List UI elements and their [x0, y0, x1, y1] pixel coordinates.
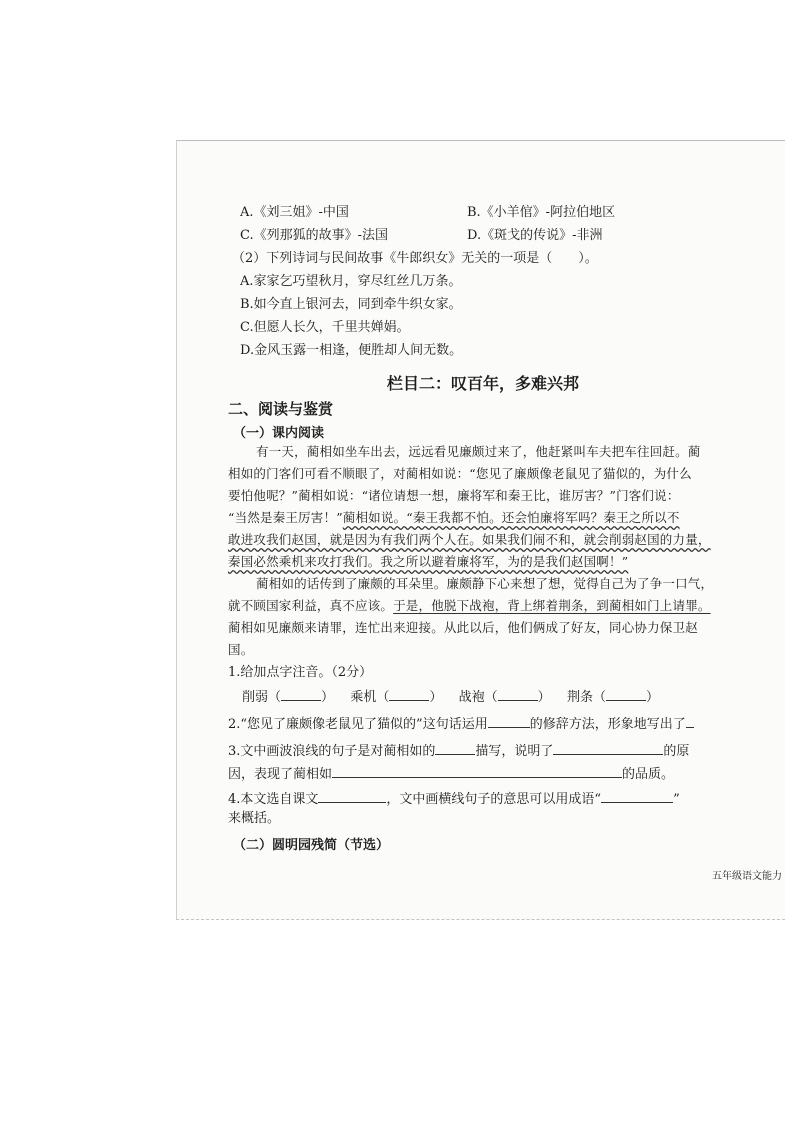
word-jingtiao: 荆条（	[566, 690, 606, 705]
answer-blank-chengji[interactable]	[389, 687, 429, 701]
answer-blank-jingtiao[interactable]	[606, 687, 646, 701]
question-2-reading: 2.“您见了廉颇像老鼠见了猫似的”这句话运用 的修辞方法，形象地写出了	[228, 714, 694, 734]
answer-blank-idiom[interactable]	[601, 789, 673, 803]
answer-blank-xueruo[interactable]	[281, 687, 321, 701]
answer-blank-description-type[interactable]	[435, 741, 475, 755]
question-2-option-b: B.如今直上银河去，同到牵牛织女家。	[240, 297, 462, 312]
passage-line-10: 国。	[228, 642, 254, 657]
answer-blank-reason[interactable]	[553, 741, 663, 755]
column-title: 栏目二：叹百年，多难兴邦	[387, 374, 580, 393]
answer-blank-rhetoric[interactable]	[488, 714, 530, 728]
answer-blank-lesson[interactable]	[318, 789, 386, 803]
passage-line-8	[228, 595, 711, 617]
page-footer: 五年级语文能力	[712, 871, 782, 882]
passage-line-8-start: 就不顾国家利益，真不应该。	[228, 598, 394, 613]
section-title: 二、阅读与鉴赏	[228, 400, 334, 418]
question-4-line-2: 来概括。	[228, 811, 281, 826]
sub-section-2-title: （二）圆明园残简（节选）	[233, 838, 390, 853]
answer-blank-effect[interactable]	[686, 714, 694, 728]
wavy-underlined-sentence-start: 蔺相如说。“秦王我都不怕。还会怕廉将军吗？秦王之所以不	[342, 510, 680, 525]
answer-blank-zhanpao[interactable]	[498, 687, 538, 701]
passage-line-7: 蔺相如的话传到了廉颇的耳朵里。廉颇静下心来想了想，觉得自己为了争一口气，	[256, 576, 714, 591]
straight-underlined-sentence: 于是，他脱下战袍，背上绑着荆条，到蔺相如门上请罪。	[393, 598, 711, 613]
option-d: D.《斑戈的传说》-非洲	[467, 228, 603, 243]
option-a: A.《刘三姐》-中国	[240, 205, 349, 220]
option-b: B.《小羊倌》-阿拉伯地区	[467, 205, 616, 220]
question-1-pinyin-row: 削弱（ ） 乘机（ ） 战袍（ ） 荆条（ ）	[242, 687, 659, 707]
question-1-stem: 1.给加点字注音。（2分）	[228, 665, 373, 680]
word-zhanpao: 战袍（	[458, 690, 498, 705]
passage-line-4	[228, 507, 680, 529]
question-2-option-a: A.家家乞巧望秋月，穿尽红丝几万条。	[240, 274, 462, 289]
passage-line-4-start: “当然是秦王厉害！”	[228, 510, 343, 525]
passage-line-9: 蔺相如见廉颇来请罪，连忙出来迎接。从此以后，他们俩成了好友，同心协力保卫赵	[228, 620, 698, 635]
answer-blank-quality[interactable]	[332, 764, 622, 778]
word-xueruo: 削弱（	[242, 690, 282, 705]
sub-section-1-title: （一）课内阅读	[233, 426, 325, 441]
question-3-line-1: 3.文中画波浪线的句子是对蔺相如的 描写，说明了 的原	[228, 741, 689, 761]
question-2-stem: （2）下列诗词与民间故事《牛郎织女》无关的一项是（ ）。	[232, 251, 598, 266]
passage-line-1: 有一天，蔺相如坐车出去，远远看见廉颇过来了，他赶紧叫车夫把车往回赶。蔺	[256, 444, 701, 459]
question-2-option-c: C.但愿人长久，千里共婵娟。	[240, 320, 410, 335]
question-4-line-1: 4.本文选自课文 ，文中画横线句子的意思可以用成语“ ”	[228, 789, 680, 809]
passage-line-3: 要怕他呢？”蔺相如说：“诸位请想一想，廉将军和秦王比，谁厉害？”门客们说：	[228, 488, 680, 503]
wavy-underlined-sentence-middle: 敢进攻我们赵国，就是因为有我们两个人在。如果我们闹不和，就会削弱赵国的力量，	[228, 532, 711, 547]
option-c: C.《列那狐的故事》-法国	[240, 228, 389, 243]
passage-line-2: 相如的门客们可看不顺眼了，对蔺相如说：“您见了廉颇像老鼠见了猫似的，为什么	[228, 466, 692, 481]
question-2-option-d: D.金风玉露一相逢，便胜却人间无数。	[240, 343, 463, 358]
word-chengji: 乘机（	[350, 690, 390, 705]
wavy-underlined-sentence-end: 秦国必然乘机来攻打我们。我之所以避着廉将军，为的是我们赵国啊！”	[228, 554, 629, 569]
question-3-line-2: 因，表现了蔺相如 的品质。	[228, 764, 674, 784]
